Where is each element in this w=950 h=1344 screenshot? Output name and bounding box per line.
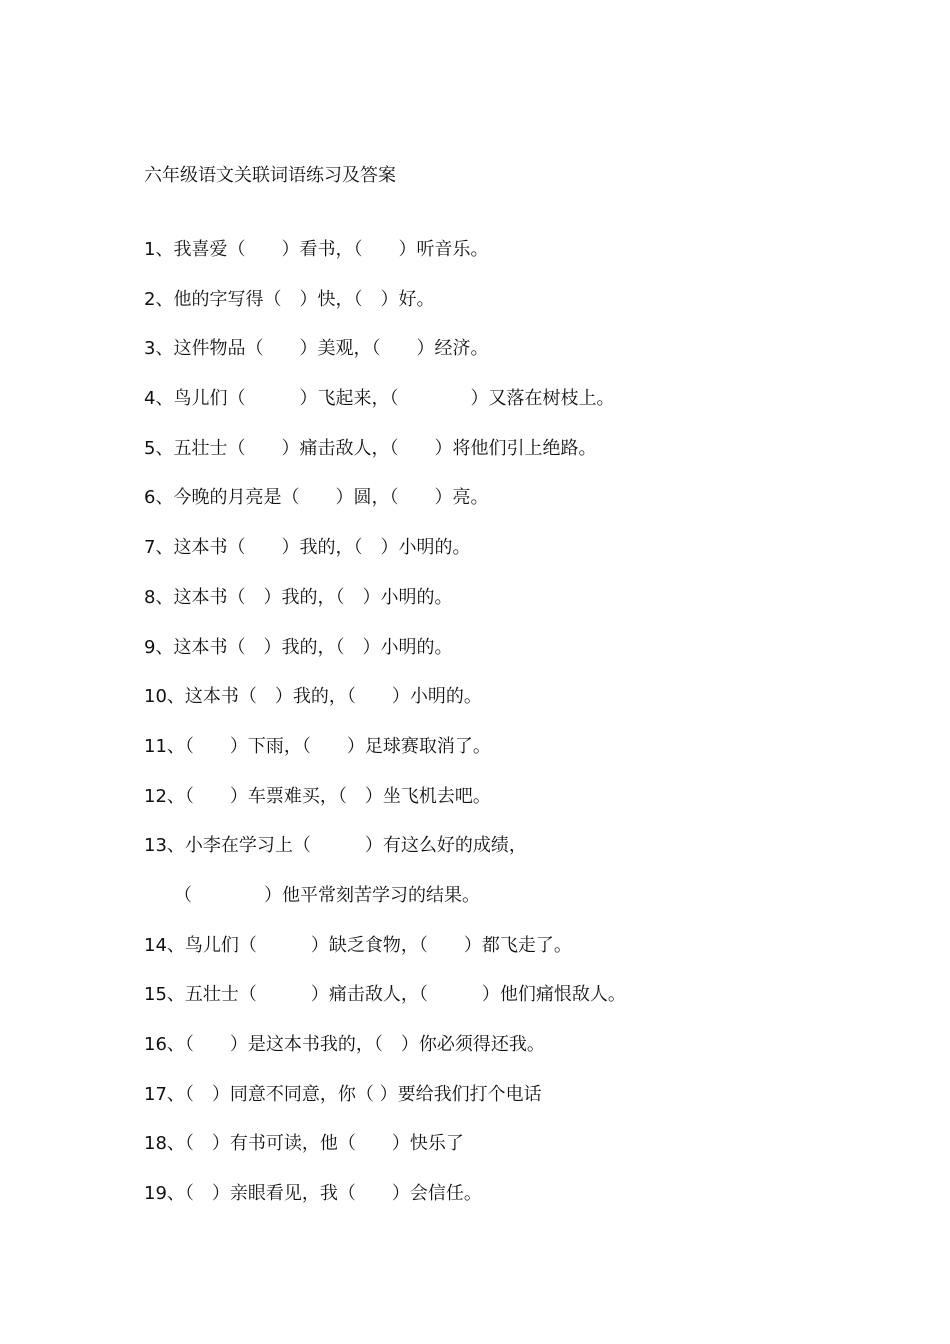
question-10: 10、这本书（ ）我的，（ ）小明的。: [144, 686, 482, 708]
question-17: 17、（ ）同意不同意，你（ ）要给我们打个电话: [144, 1083, 542, 1105]
question-7: 7、这本书（ ）我的，（ ）小明的。: [144, 537, 471, 559]
question-11: 11、（ ）下雨，（ ）足球赛取消了。: [144, 735, 491, 757]
document-title: 六年级语文关联词语练习及答案: [144, 165, 396, 186]
question-14: 14、鸟儿们（ ）缺乏食物，（ ）都飞走了。: [144, 934, 572, 956]
question-1: 1、我喜爱（ ）看书，（ ）听音乐。: [144, 239, 489, 260]
question-12: 12、（ ）车票难买，（ ）坐飞机去吧。: [144, 785, 491, 807]
question-13: 13、小李在学习上（ ）有这么好的成绩，: [144, 835, 527, 857]
question-8: 8、这本书（ ）我的，（ ）小明的。: [144, 586, 453, 608]
question-5: 5、五壮士（ ）痛击敌人，（ ）将他们引上绝路。: [144, 437, 597, 459]
question-list: [144, 235, 924, 1229]
question-3: 3、这件物品（ ）美观，（ ）经济。: [144, 338, 489, 360]
question-9: 9、这本书（ ）我的，（ ）小明的。: [144, 636, 453, 658]
question-13-continuation: （ ）他平常刻苦学习的结果。: [174, 884, 480, 906]
question-4: 4、鸟儿们（ ）飞起来，（ ）又落在树枝上。: [144, 388, 615, 410]
question-16: 16、（ ）是这本书我的，（ ）你必须得还我。: [144, 1034, 545, 1055]
question-18: 18、（ ）有书可读，他（ ）快乐了: [144, 1133, 464, 1155]
question-19: 19、（ ）亲眼看见，我（ ）会信任。: [144, 1183, 482, 1205]
question-15: 15、五壮士（ ）痛击敌人，（ ）他们痛恨敌人。: [144, 984, 626, 1006]
question-6: 6、今晚的月亮是（ ）圆，（ ）亮。: [144, 487, 489, 509]
question-2: 2、他的字写得（ ）快，（ ）好。: [144, 288, 435, 310]
